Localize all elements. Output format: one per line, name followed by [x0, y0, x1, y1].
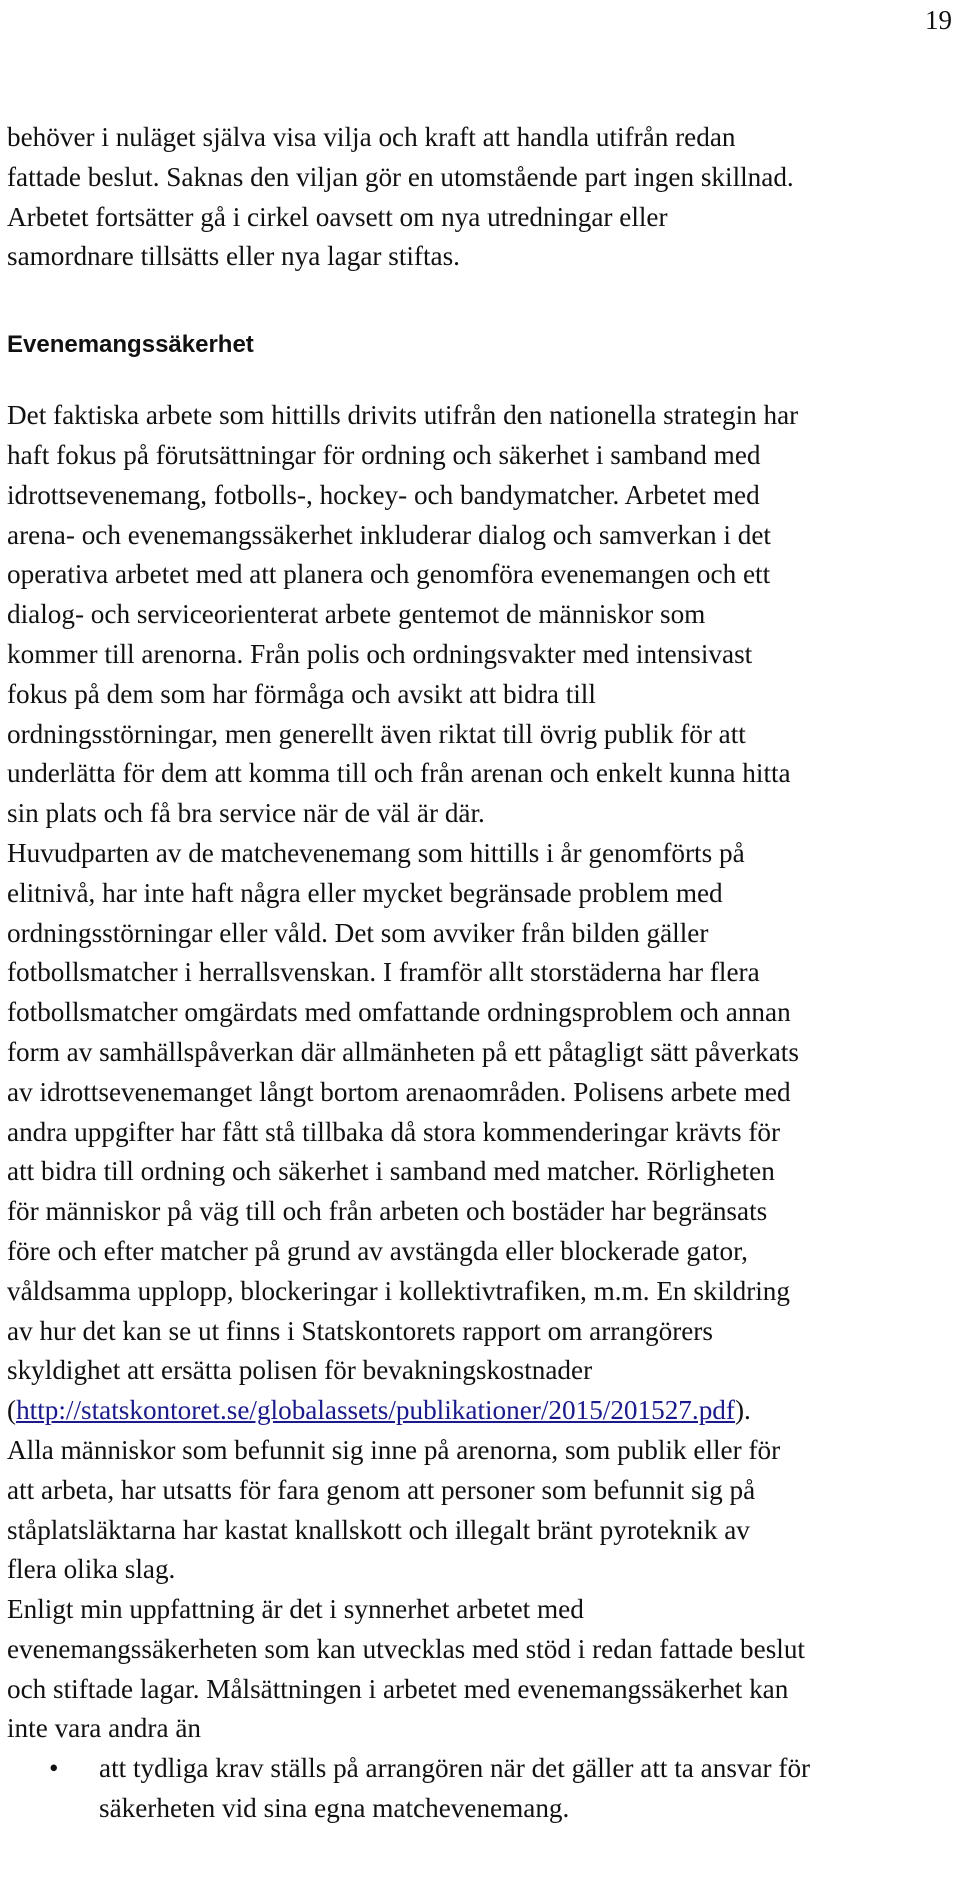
text-line: våldsamma upplopp, blockeringar i kollektivtrafiken, m.m. En skildring	[7, 1275, 790, 1306]
text-line: och stiftade lagar. Målsättningen i arbetet med evenemangssäkerhet kan	[7, 1673, 789, 1704]
link-line	[7, 1391, 957, 1431]
section-heading: Evenemangssäkerhet	[7, 331, 254, 359]
list-item	[7, 1749, 957, 1789]
text-line: fokus på dem som har förmåga och avsikt att bidra till	[7, 678, 596, 709]
text-line: elitnivå, har inte haft några eller mycket begränsade problem med	[7, 877, 723, 908]
paragraph-4	[7, 1590, 957, 1749]
text-line: av idrottsevenemanget långt bortom arenaområden. Polisens arbete med	[7, 1076, 791, 1107]
text-line: fattade beslut. Saknas den viljan gör en utomstående part ingen skillnad.	[7, 161, 794, 192]
text-line: andra uppgifter har fått stå tillbaka då stora kommenderingar krävts för	[7, 1116, 781, 1147]
list-item-continuation	[7, 1789, 957, 1829]
text-line: fotbollsmatcher i herrallsvenskan. I framför allt storstäderna har flera	[7, 957, 760, 988]
text-line: samordnare tillsätts eller nya lagar stiftas.	[7, 241, 460, 272]
link-suffix: ).	[734, 1395, 751, 1426]
intro-paragraph	[7, 118, 957, 277]
paragraph-3	[7, 1431, 957, 1590]
report-link[interactable]: http://statskontoret.se/globalassets/publikationer/2015/201527.pdf	[16, 1395, 735, 1426]
link-prefix: (	[7, 1395, 17, 1426]
bullet-list	[7, 1749, 957, 1829]
text-line: arena- och evenemangssäkerhet inkluderar dialog och samverkan i det	[7, 519, 771, 550]
text-line: evenemangssäkerheten som kan utvecklas med stöd i redan fattade beslut	[7, 1633, 805, 1664]
text-line: Alla människor som befunnit sig inne på arenorna, som publik eller för	[7, 1434, 781, 1465]
bullet-icon: •	[49, 1753, 59, 1784]
text-line: av hur det kan se ut finns i Statskontorets rapport om arrangörers	[7, 1315, 713, 1346]
text-line: att arbeta, har utsatts för fara genom att personer som befunnit sig på	[7, 1474, 756, 1505]
paragraph-1	[7, 396, 957, 834]
list-item-line: säkerheten vid sina egna matchevenemang.	[99, 1793, 570, 1824]
text-line: Arbetet fortsätter gå i cirkel oavsett om nya utredningar eller	[7, 201, 668, 232]
text-line: behöver i nuläget själva visa vilja och kraft att handla utifrån redan	[7, 122, 736, 152]
document-body	[7, 118, 957, 1829]
text-line: idrottsevenemang, fotbolls-, hockey- och bandymatcher. Arbetet med	[7, 479, 760, 510]
text-line: inte vara andra än	[7, 1713, 201, 1744]
text-line: fotbollsmatcher omgärdats med omfattande ordningsproblem och annan	[7, 997, 791, 1028]
text-line: Huvudparten av de matchevenemang som hittills i år genomförts på	[7, 837, 745, 868]
list-item-line: att tydliga krav ställs på arrangören när det gäller att ta ansvar för	[99, 1753, 811, 1784]
text-line: att bidra till ordning och säkerhet i samband med matcher. Rörligheten	[7, 1156, 775, 1187]
text-line: sin plats och få bra service när de väl är där.	[7, 798, 485, 829]
text-line: flera olika slag.	[7, 1554, 176, 1585]
page-number: 19	[925, 5, 952, 35]
text-line: operativa arbetet med att planera och genomföra evenemangen och ett	[7, 559, 771, 590]
text-line: ordningsstörningar eller våld. Det som avviker från bilden gäller	[7, 917, 709, 948]
text-line: skyldighet att ersätta polisen för bevakningskostnader	[7, 1355, 593, 1386]
text-line: haft fokus på förutsättningar för ordning och säkerhet i samband med	[7, 439, 761, 470]
text-line: före och efter matcher på grund av avstängda eller blockerade gator,	[7, 1235, 748, 1266]
text-line: kommer till arenorna. Från polis och ordningsvakter med intensivast	[7, 638, 753, 669]
text-line: Enligt min uppfattning är det i synnerhet arbetet med	[7, 1594, 584, 1625]
text-line: ordningsstörningar, men generellt även riktat till övrig publik för att	[7, 718, 746, 749]
text-line: dialog- och serviceorienterat arbete gentemot de människor som	[7, 599, 706, 630]
text-line: ståplatsläktarna har kastat knallskott och illegalt bränt pyroteknik av	[7, 1514, 750, 1545]
text-line: form av samhällspåverkan där allmänheten på ett påtagligt sätt påverkats	[7, 1036, 799, 1067]
text-line: underlätta för dem att komma till och från arenan och enkelt kunna hitta	[7, 758, 791, 789]
text-line: för människor på väg till och från arbeten och bostäder har begränsats	[7, 1196, 768, 1227]
paragraph-2	[7, 834, 957, 1431]
text-line: Det faktiska arbete som hittills drivits utifrån den nationella strategin har	[7, 400, 799, 431]
